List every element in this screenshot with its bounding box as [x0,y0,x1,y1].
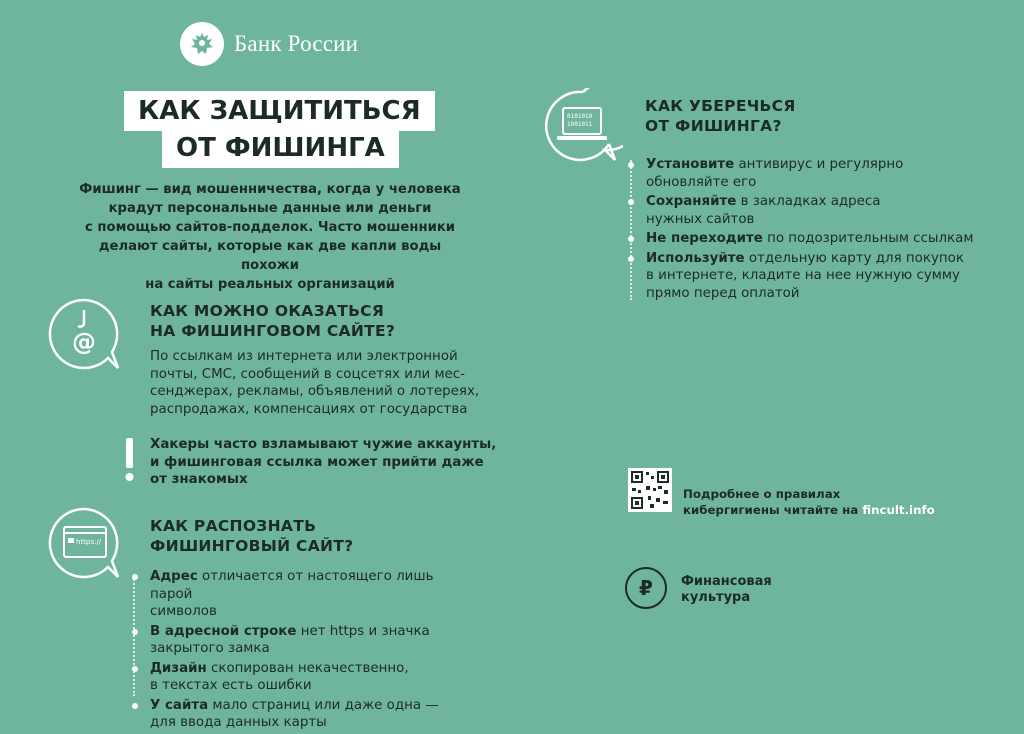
svg-text:1001011: 1001011 [567,121,593,128]
intro-line: на сайты реальных организаций [145,277,395,292]
body-line: распродажах, компенсациях от государства [150,401,468,417]
heading-line: НА ФИШИНГОВОМ САЙТЕ? [150,322,396,340]
qr-caption [683,486,935,518]
list-item: Используйте отдельную карту для покупок в интернете, кладите на нее нужную сумму прямо перед оплатой [646,250,996,303]
warning-line: и фишинговая ссылка может прийти даже [150,454,484,470]
list-item: В адресной строке нет https и значка закрытого замка [150,623,480,658]
brand-name: Банк России [234,31,359,56]
list-item: Установите антивирус и регулярно обновляйте его [646,156,996,191]
ruble-circle-icon [625,567,667,609]
list-item: У сайта мало страниц или даже одна — для ввода данных карты [150,697,480,732]
fin-culture-line: Финансовая [681,574,772,589]
fincult-link[interactable]: fincult.info [862,503,935,517]
warning-line: Хакеры часто взламывают чужие аккаунты, [150,437,497,452]
browser-https-icon [46,505,126,585]
intro-line: крадут персональные данные или деньги [108,201,432,216]
qr-caption-line: Подробнее о правилах [683,487,841,501]
qr-caption-line: кибергигиены читайте на fincult.info [683,503,935,517]
heading-line: ФИШИНГОВЫЙ САЙТ? [150,537,354,555]
recognize-list [150,568,480,734]
svg-text:@: @ [72,328,96,356]
double-eagle-emblem-icon [180,22,224,66]
laptop-code-icon [543,88,623,168]
list-item: Не переходите по подозрительным ссылкам [646,230,996,248]
heading-line: КАК МОЖНО ОКАЗАТЬСЯ [150,302,385,320]
intro-line: делают сайты, которые как две капли воды похожи [98,239,442,273]
heading-line: КАК РАСПОЗНАТЬ [150,517,317,535]
intro-line: Фишинг — вид мошенничества, когда у человека [79,182,461,197]
fin-culture-label [681,574,772,606]
ruble-symbol: ₽ [639,576,653,600]
intro-paragraph [70,180,470,294]
heading-line: КАК УБЕРЕЧЬСЯ [645,97,796,115]
list-item: Сохраняйте в закладках адреса нужных сайтов [646,193,996,228]
body-line: почты, СМС, сообщений в соцсетях или мес- [150,366,465,382]
list-item: Дизайн скопирован некачественно, в текстах есть ошибки [150,660,480,695]
brand-header [180,22,358,66]
warning-text [150,436,496,489]
bullet-dotted-line [630,160,632,300]
body-line: сенджерах, рекламы, объявлений о лотереях, [150,384,480,399]
https-label: https:// [76,538,102,546]
qr-code-icon[interactable] [628,468,672,512]
section-recognize-heading [150,516,353,556]
fin-culture-line: культура [681,590,751,605]
section-how-heading [150,301,395,341]
page-title-line-1: КАК ЗАЩИТИТЬСЯ [124,91,435,131]
hook-at-sign-icon [46,296,126,376]
warning-line: от знакомых [150,472,248,487]
list-item: Адрес отличается от настоящего лишь парой символов [150,568,480,621]
heading-line: ОТ ФИШИНГА? [645,117,782,135]
bullet-dotted-line [133,576,135,696]
body-line: По ссылкам из интернета или электронной [150,349,458,364]
section-how-body [150,348,479,418]
exclamation-icon [120,436,140,484]
section-protect-heading [645,96,796,136]
intro-line: с помощью сайтов-подделок. Часто мошенники [84,220,456,235]
page-title-line-2: ОТ ФИШИНГА [162,128,399,168]
protect-list [646,156,996,304]
code-text: 0101010 [567,113,593,120]
